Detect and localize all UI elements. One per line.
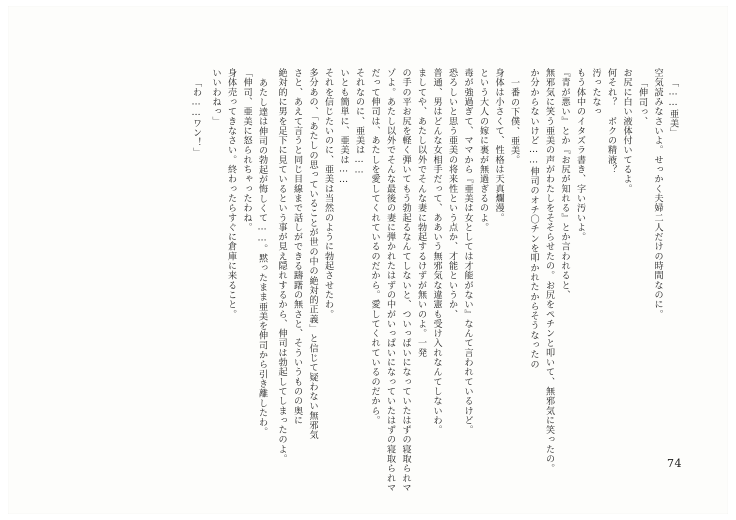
text-column: 普通、男はどんな女相手だって、ああいう無邪気な違憲も受け入れなんてしないわ。	[431, 68, 442, 435]
text-column: いとも簡単に、亜美は……	[338, 68, 349, 186]
text-column: だって伸司は、あたしを愛してくれているのだから。愛してくれているのだから。	[369, 68, 380, 426]
text-column: いいわねっ」	[210, 68, 221, 126]
text-column: もう体中のイタズラ書き、字い汚いよ。	[575, 68, 585, 242]
text-column: 「伸司、亜美に怒られちゃったわね。	[241, 68, 252, 233]
paper-sheet	[8, 6, 728, 514]
text-column: 何それ？ ボクの精液？	[606, 68, 616, 175]
text-column: 空気読みなさいよ。せっかく夫婦二人だけの時間なのに。	[652, 68, 663, 319]
text-column: ましてや、あたし以外でそんな妻に勃起するけずが無いのよ。一発	[416, 68, 426, 358]
text-column: 身体は小さくて、性格は天真爛漫。	[493, 68, 504, 223]
text-column: あたし達は伸司の勃起が悔しくて……。黙ったまま亜美を伸司から引き離したわ。	[257, 78, 267, 437]
text-column: 汚ったなっ	[590, 68, 601, 117]
text-column: の手の平お尻を軽く弾いてもう勃起るなんてしないと、ついっぱいになっていたはずの寝取られマ	[400, 68, 411, 493]
text-column: 恐ろしいと思う亜美の将来性という点か、才能というか、	[447, 68, 457, 319]
text-column: か分からないけど……伸司のオチ〇チンを叩かれたからそうなったの	[528, 68, 539, 369]
page-number: 74	[667, 457, 682, 470]
text-column: お尻に白い液体付いてるよ。	[621, 68, 632, 194]
text-column: さと、あえて言うと同じ目線まで話しができる躊躇の無さと、そういうものの奥に	[292, 68, 302, 426]
text-column: それなのに、亜美は……	[354, 68, 364, 176]
text-column: それを信じたいのに、亜美は当然のように勃起させたわ。	[323, 68, 333, 319]
text-column: 「わ……ワン！」	[191, 78, 201, 157]
text-column: 身体売ってきなさい。終わったらすぐに倉庫に来ること。	[226, 68, 236, 319]
text-column: 毒が強過ぎて、ママから『亜美は女としては才能がない』なんて言われているけど。	[462, 68, 473, 435]
text-column: ゾよ。あたし以外でそんな最後の妻に弾かれたはずの中がいっぱいになっていたはずの寝取られマ	[385, 68, 395, 493]
text-column: という大人の嫁に裏が無過ぎるのよ。	[478, 68, 488, 233]
text-column: 無邪気に笑う亜美の声がわたしをそそらせたの。お尻をペチンと叩いて、無邪気に笑ったの。	[544, 68, 554, 474]
text-column: 「……亜美」	[668, 78, 678, 138]
text-column: 絶対的に男を足下に見ているという事が見え隠れするから、伸司は勃起してしまったのよ。	[276, 68, 287, 464]
text-column: 多分あの、「あたしの思っていることが世の中の絶対的正義」と信じて疑わない無邪気	[307, 68, 318, 440]
text-column: 『青が悪い』とか『お尻が知れる』とか言われると、	[559, 68, 570, 300]
text-column: 「伸司っ、	[637, 78, 647, 127]
text-column: 一番の下僕、亜美。	[509, 78, 519, 165]
